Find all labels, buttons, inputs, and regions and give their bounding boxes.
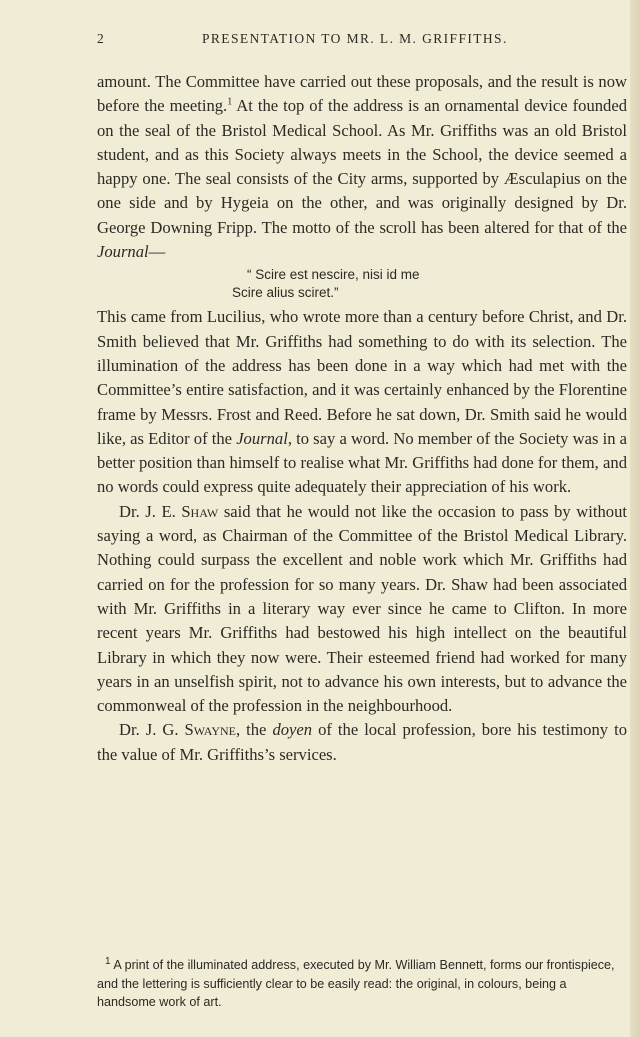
body-text — [97, 70, 627, 767]
page-edge — [630, 0, 640, 1037]
motto-quote — [97, 266, 627, 302]
doyen-term: doyen — [272, 720, 313, 740]
quote-line-2: Scire alius sciret.” — [232, 285, 339, 301]
journal-title: Journal — [97, 242, 149, 262]
running-title: PRESENTATION TO MR. L. M. GRIFFITHS. — [202, 31, 508, 46]
speaker-name: Shaw — [181, 501, 219, 521]
paragraph-2: This came from Lucilius, who wrote more than a century before Christ, and Dr. Smith believed that Mr. Griffiths had something to do with its selection. The illumination of the address has been done in a way which had met with the Committee’s entire satisfaction, and it was certainly enhanced by the Florentine frame by Messrs. Frost and Reed. Before he sat down, Dr. Smith said he would like, as Editor of the Journal, to say a word. No member of the Society was in a better position than himself to realise what Mr. Griffiths had done for them, and no words could express quite adequately their appreciation of his work. — [97, 307, 628, 497]
paragraph-1: amount. The Committee have carried out these proposals, and the result is now before the meeting.$^1$ At the top of the address is an ornamental device founded on the seal of the Bristol Medical School. As Mr. Griffiths was an old Bristol student, and as this Society always meets in the School, the device seemed a happy one. The seal consists of the City arms, supported by Æsculapius on the one side and by Hygeia on the other, and was originally designed by Dr. George Downing Fripp. The motto of the scroll has been altered for that of the Journal— — [97, 72, 627, 262]
footnote — [97, 956, 627, 1012]
footnote-marker: 1 — [105, 955, 111, 967]
footnote-text: A print of the illuminated address, executed by Mr. William Bennett, forms our frontispiece, and the lettering is sufficiently clear to be easily read: the original, in colours, being a handsome work of art. — [97, 958, 615, 1009]
footnote-reference: 1 — [227, 96, 233, 108]
paragraph-4: Dr. J. G. Swayne, the doyen of the local profession, bore his testimony to the value of Mr. Griffiths’s services. — [97, 720, 627, 764]
page-number: 2 — [97, 31, 106, 46]
running-header — [97, 31, 626, 51]
quote-line-1: “ Scire est nescire, nisi id me — [247, 267, 420, 283]
speaker-name: Swayne — [184, 720, 236, 740]
paragraph-3: Dr. J. E. Shaw said that he would not like the occasion to pass by without saying a word, as Chairman of the Committee of the Bristol Medical Library. Nothing could surpass the excellent and noble work which Mr. Griffiths had carried on for the profession for so many years. Dr. Shaw had been associated with Mr. Griffiths in a literary way ever since he came to Clifton. In more recent years Mr. Griffiths had bestowed his high intellect on the beautiful Library in which they now were. Their esteemed friend had worked for many years in an unselfish spirit, not to advance his own interests, but to advance the commonweal of the profession in the neighbourhood. — [97, 501, 627, 716]
journal-title: Journal — [236, 428, 288, 448]
